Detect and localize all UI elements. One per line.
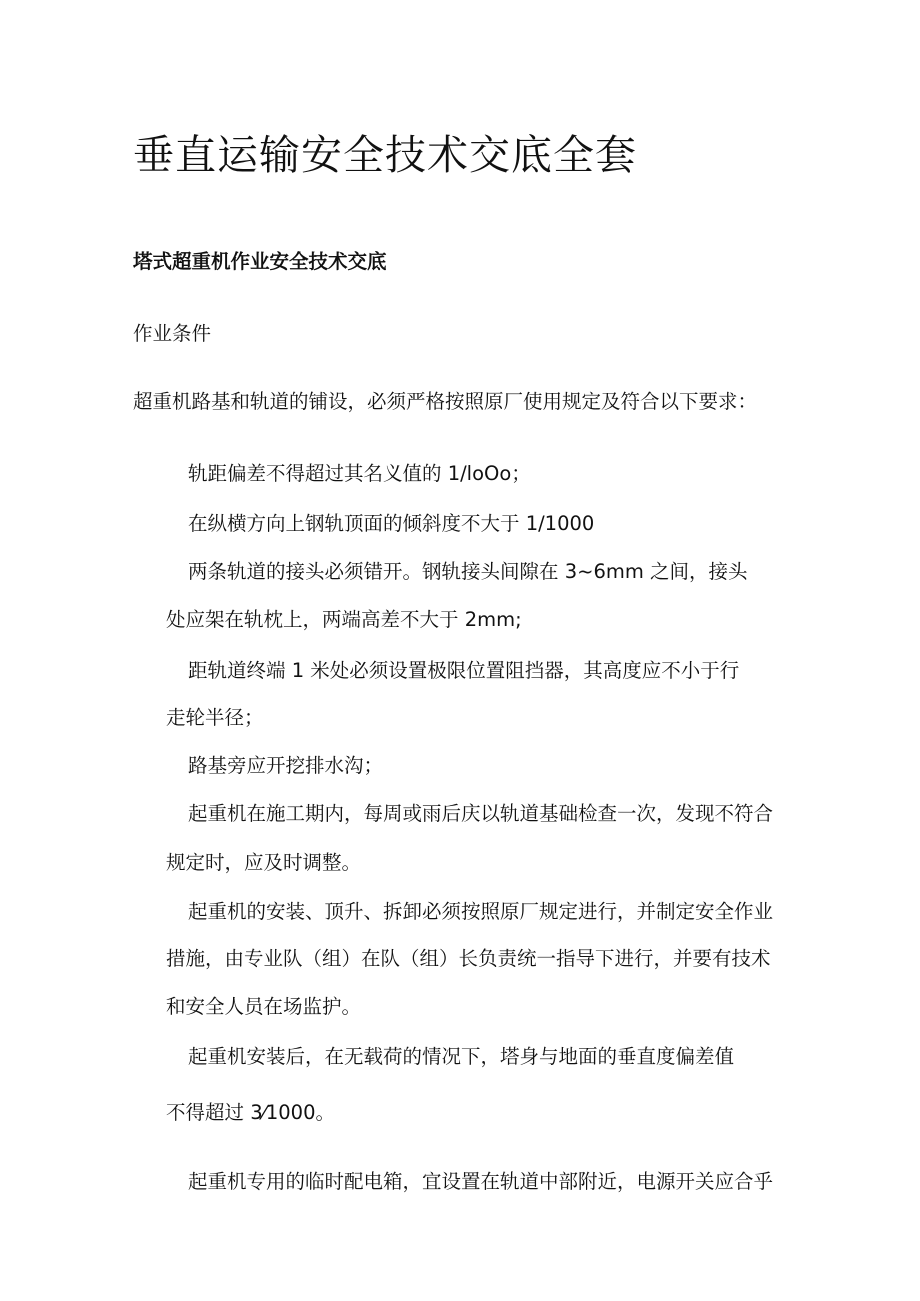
- body-line: 规定时，应及时调整。: [166, 851, 362, 874]
- body-line: 两条轨道的接头必须错开。钢轨接头间隙在 3~6mm 之间，接头: [188, 560, 748, 583]
- subsection-heading: 作业条件: [133, 322, 212, 345]
- body-line: 路基旁应开挖排水沟；: [188, 754, 384, 777]
- body-line: 和安全人员在场监护。: [166, 995, 362, 1018]
- body-line: 措施，由专业队（组）在队（组）长负责统一指导下进行，并要有技术: [166, 947, 771, 970]
- body-line: 处应架在轨枕上，两端高差不大于 2mm;: [166, 608, 522, 631]
- body-line: 走轮半径；: [166, 706, 264, 729]
- body-line: 起重机的安装、顶升、拆卸必须按照原厂规定进行，并制定安全作业: [188, 900, 774, 923]
- body-line: 不得超过 3⁄1000。: [166, 1101, 335, 1124]
- body-line: 在纵横方向上钢轨顶面的倾斜度不大于 1/1000: [188, 512, 595, 535]
- intro-paragraph: 超重机路基和轨道的铺设，必须严格按照原厂使用规定及符合以下要求：: [133, 390, 758, 413]
- body-line: 起重机专用的临时配电箱，宜设置在轨道中部附近，电源开关应合乎: [188, 1170, 774, 1193]
- body-line: 距轨道终端 1 米处必须设置极限位置阻挡器，其高度应不小于行: [188, 659, 740, 682]
- body-line: 轨距偏差不得超过其名义值的 1/loOo；: [188, 462, 531, 485]
- section-title: 塔式超重机作业安全技术交底: [133, 250, 387, 273]
- body-line: 起重机安装后，在无载荷的情况下，塔身与地面的垂直度偏差值: [188, 1045, 735, 1068]
- document-title: 垂直运输安全技术交底全套: [133, 131, 637, 179]
- body-line: 起重机在施工期内，每周或雨后庆以轨道基础检查一次，发现不符合: [188, 802, 774, 825]
